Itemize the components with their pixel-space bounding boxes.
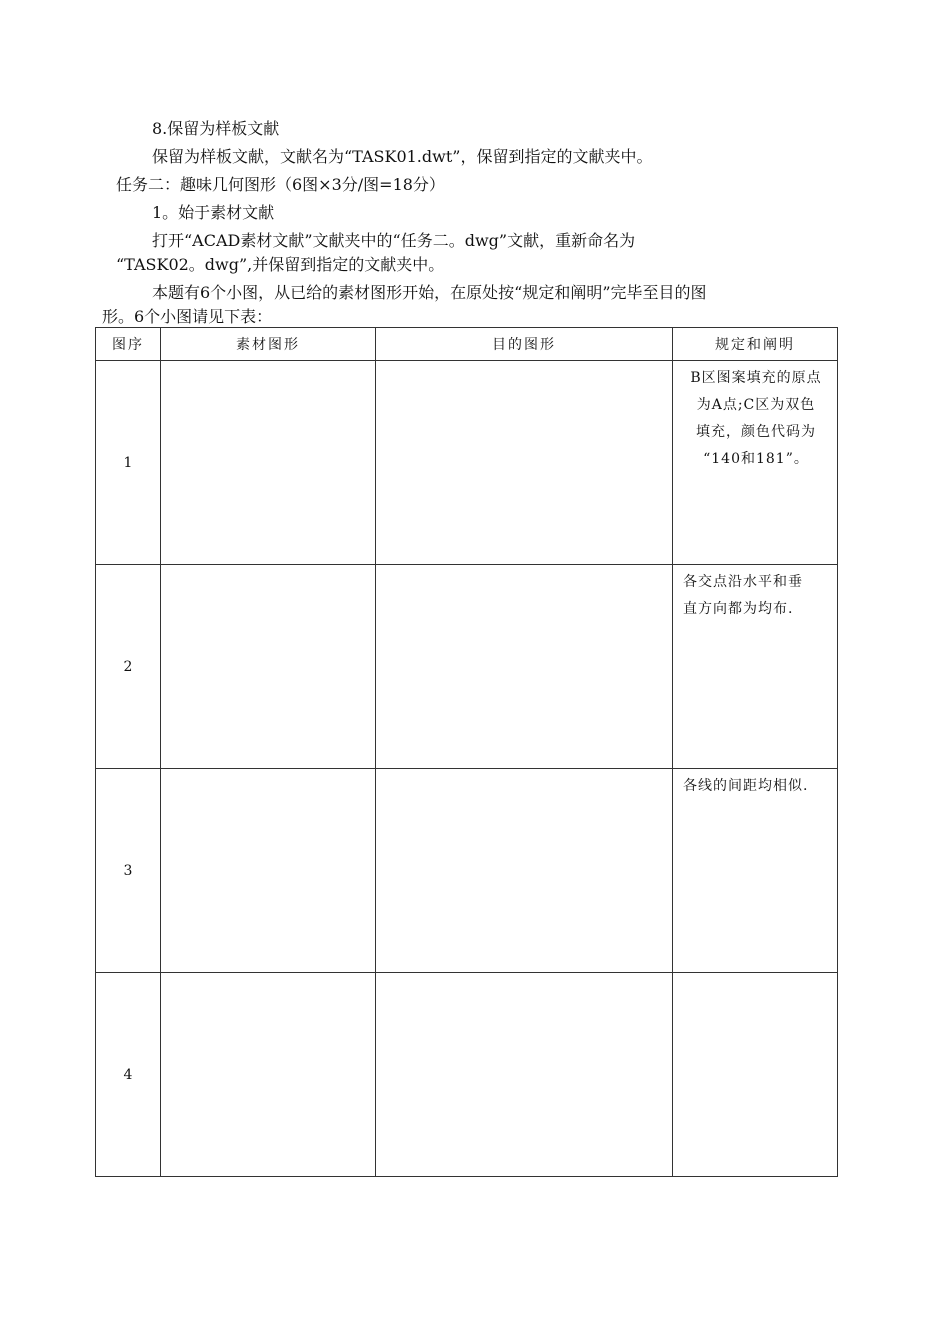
source-figure-cell <box>161 361 376 565</box>
paragraph-save-template: 保留为样板文献，文献名为“TASK01.dwt”，保留到指定的文献夹中。 <box>152 147 653 166</box>
requirements-cell <box>673 565 838 769</box>
requirements-cell <box>673 361 838 565</box>
target-figure-cell <box>376 973 673 1177</box>
table-header-row <box>96 328 838 361</box>
requirements-text: B区图案填充的原点 为A点;C区为双色 填充，颜色代码为 “140和181”。 <box>690 370 822 467</box>
table-row <box>96 769 838 973</box>
step-one-heading: 1。始于素材文献 <box>152 203 275 222</box>
target-figure-cell <box>376 361 673 565</box>
paragraph-description-line2: 形。6个小图请见下表： <box>102 307 273 326</box>
figure-number: 2 <box>96 565 161 769</box>
requirements-text: 各交点沿水平和垂 直方向都为均布. <box>683 574 803 617</box>
table-row <box>96 973 838 1177</box>
header-requirements: 规定和阐明 <box>673 328 838 361</box>
source-figure-cell <box>161 769 376 973</box>
figure-number: 4 <box>96 973 161 1177</box>
figure-number: 3 <box>96 769 161 973</box>
requirements-text: 各线的间距均相似. <box>683 778 809 794</box>
paragraph-description-line1: 本题有6个小图，从已给的素材图形开始，在原处按“规定和阐明”完毕至目的图 <box>152 283 707 302</box>
requirements-cell <box>673 973 838 1177</box>
source-figure-cell <box>161 565 376 769</box>
target-figure-cell <box>376 565 673 769</box>
table-row <box>96 565 838 769</box>
requirements-cell <box>673 769 838 973</box>
paragraph-open-file-line1: 打开“ACAD素材文献”文献夹中的“任务二。dwg”文献，重新命名为 <box>152 231 636 250</box>
figure-spec-table <box>95 327 838 1177</box>
source-figure-cell <box>161 973 376 1177</box>
header-figure-number: 图序 <box>96 328 161 361</box>
figure-number: 1 <box>96 361 161 565</box>
target-figure-cell <box>376 769 673 973</box>
paragraph-open-file-line2: “TASK02。dwg”,并保留到指定的文献夹中。 <box>116 255 445 274</box>
section-heading-save-template: 8.保留为样板文献 <box>152 119 280 138</box>
header-source-figure: 素材图形 <box>161 328 376 361</box>
table-row <box>96 361 838 565</box>
header-target-figure: 目的图形 <box>376 328 673 361</box>
task-two-heading: 任务二：趣味几何图形（6图×3分/图=18分） <box>116 175 445 194</box>
